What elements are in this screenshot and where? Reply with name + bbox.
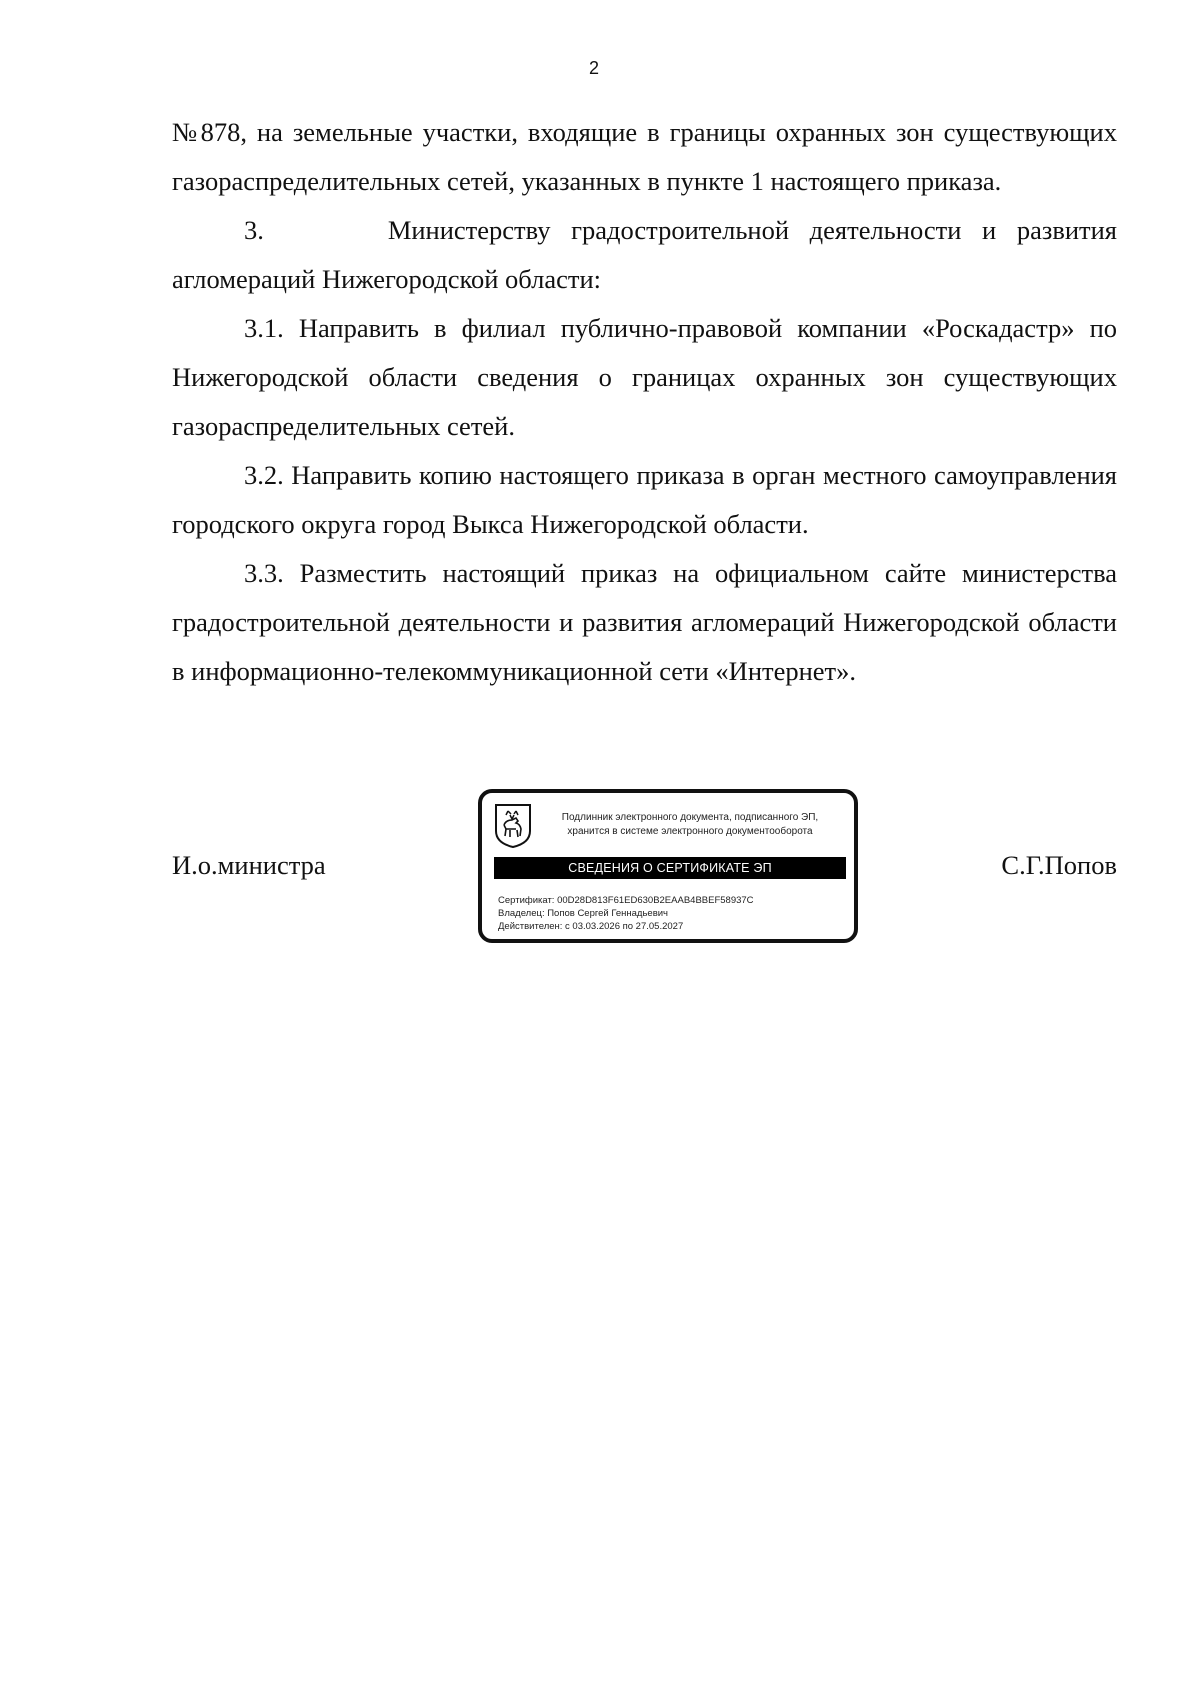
stamp-banner: СВЕДЕНИЯ О СЕРТИФИКАТЕ ЭП [494,857,846,879]
coat-of-arms-deer-icon [494,803,532,849]
stamp-details [498,894,838,933]
stamp-owner: Владелец: Попов Сергей Геннадьевич [498,908,669,919]
paragraph-continuation: №878, на земельные участки, входящие в границы охранных зон существующих газораспределительных сетей, указанных в пункте 1 настоящего приказа. [172,117,1117,196]
paragraph-item-3-3: 3.3. Разместить настоящий приказ на официальном сайте министерства градостроительной деятельности и развития агломераций Нижегородской области в информационно-телекоммуникационной сети «Интернет». [172,558,1117,686]
stamp-header-line2: хранится в системе электронного документооборота [567,826,813,837]
electronic-signature-stamp [478,789,858,943]
signer-position: И.о.министра [172,850,326,880]
paragraph-item-3-2: 3.2. Направить копию настоящего приказа в орган местного самоуправления городского округа город Выкса Нижегородской области. [172,460,1117,539]
stamp-certificate: Сертификат: 00D28D813F61ED630B2EAAB4BBEF58937C [498,895,754,906]
document-body [172,108,1117,696]
signer-name: С.Г.Попов [1001,850,1117,880]
page-number: 2 [588,58,599,78]
paragraph-item-3: 3. Министерству градостроительной деятельности и развития агломераций Нижегородской области: [172,215,1117,294]
paragraph-item-3-1: 3.1. Направить в филиал публично-правовой компании «Роскадастр» по Нижегородской области сведения о границах охранных зон существующих газораспределительных сетей. [172,313,1117,441]
stamp-header [540,811,840,839]
stamp-header-line1: Подлинник электронного документа, подписанного ЭП, [561,812,819,823]
stamp-valid: Действителен: с 03.03.2026 по 27.05.2027 [498,921,684,932]
